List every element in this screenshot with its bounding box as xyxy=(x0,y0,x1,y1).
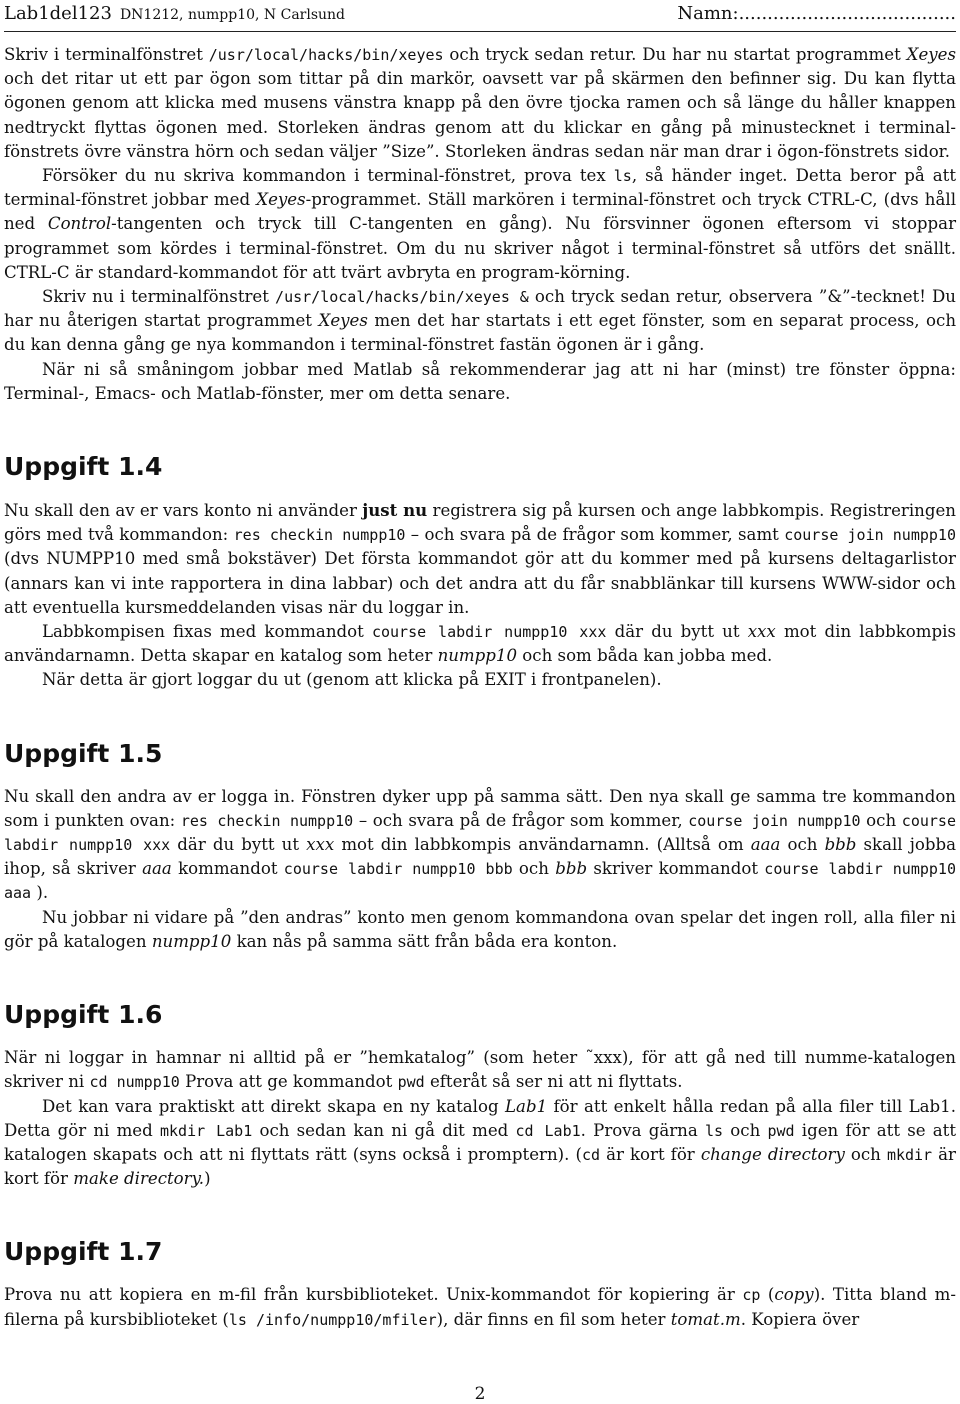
section-title-1-6: Uppgift 1.6 xyxy=(4,1000,163,1030)
intro-paragraph-2: Försöker du nu skriva kommandon i terminal-fönstret, prova tex ls, så händer inget. Detta beror på att terminal-fönstret jobbar med Xeyes-programmet. Ställ markören i terminal-fönstret och tryck CTRL-C, (dvs håll ned Control-tangenten och tryck till C-tangenten en gång). Nu försvinner ögonen eftersom vi stoppar programmet som kördes i terminal-fönstret. Om du nu skriver något i terminal-fönstret så utförs det snällt. CTRL-C är standard-kommandot för att tvärt avbryta en program-körning. xyxy=(4,166,957,282)
course-info: DN1212, numpp10, N Carlsund xyxy=(119,7,346,23)
s15-paragraph-1: Nu skall den andra av er logga in. Fönstren dyker upp på samma sätt. Den nya skall ge samma tre kommandon som i punkten ovan: res checkin numpp10 – och svara på de frågor som kommer, course join numpp10 och course labdir numpp10 xxx där du bytt ut xxx mot din labbkompis användarnamn. (Alltså om aaa och bbb skall jobba ihop, så skriver aaa kommandot course labdir numpp10 bbb och bbb skriver kommandot course labdir numpp10 aaa ). xyxy=(4,786,956,903)
name-field: Namn:...................................... xyxy=(677,3,956,24)
lab-title: Lab1del123 xyxy=(4,3,112,24)
page-number: 2 xyxy=(474,1384,486,1404)
section-title-1-5: Uppgift 1.5 xyxy=(4,738,163,768)
s14-paragraph-2: Labbkompisen fixas med kommandot course labdir numpp10 xxx där du bytt ut xxx mot din labbkompis användarnamn. Detta skapar en katalog som heter numpp10 och som båda kan jobba med. xyxy=(4,622,956,666)
s14-paragraph-3: När detta är gjort loggar du ut (genom att klicka på EXIT i frontpanelen). xyxy=(42,670,662,690)
page-header xyxy=(4,3,956,27)
s16-paragraph-1: När ni loggar in hamnar ni alltid på er ”hemkatalog” (som heter ˜xxx), för att gå ned till numme-katalogen skriver ni cd numpp10 Prova att ge kommandot pwd efteråt så ser ni att ni flyttats. xyxy=(4,1048,956,1092)
s14-paragraph-1: Nu skall den av er vars konto ni använder just nu registrera sig på kursen och ange labbkompis. Registreringen görs med två kommandon: res checkin numpp10 – och svara på de frågor som kommer, samt course join numpp10 (dvs NUMPP10 med små bokstäver) Det första kommandot gör att du kommer med på kursens deltagarlistor (annars kan vi inte rapportera in dina labbar) och det andra att du får snabblänkar till kursens WWW-sidor och att eventuella kursmeddelanden visas när du loggar in. xyxy=(4,500,956,617)
s16-paragraph-2: Det kan vara praktiskt att direkt skapa en ny katalog Lab1 för att enkelt hålla redan på alla filer till Lab1. Detta gör ni med mkdir Lab1 och sedan kan ni gå dit med cd Lab1. Prova gärna ls och pwd igen för att se att katalogen skapats och att ni flyttats rätt (syns också i promptern). (cd är kort för change directory och mkdir är kort för make directory.) xyxy=(4,1096,956,1189)
section-title-1-4: Uppgift 1.4 xyxy=(4,452,163,482)
s17-paragraph-1: Prova nu att kopiera en m-fil från kursbiblioteket. Unix-kommandot för kopiering är cp (copy). Titta bland m-filerna på kursbiblioteket (ls /info/numpp10/mfiler), där finns en fil som heter tomat.m. Kopiera över xyxy=(4,1285,957,1329)
intro-paragraph-4: När ni så småningom jobbar med Matlab så rekommenderar jag att ni har (minst) tre fönster öppna: Terminal-, Emacs- och Matlab-fönster, mer om detta senare. xyxy=(4,359,956,403)
header-left xyxy=(4,3,345,24)
intro-paragraph-3: Skriv nu i terminalfönstret /usr/local/hacks/bin/xeyes & och tryck sedan retur, observera ”&”-tecknet! Du har nu återigen startat programmet Xeyes men det har startats i ett eget fönster, som en separat process, och du kan denna gång ge nya kommandon i terminal-fönstret fastän ögonen är i gång. xyxy=(4,287,957,355)
section-title-1-7: Uppgift 1.7 xyxy=(4,1237,163,1267)
header-rule xyxy=(4,31,956,32)
s15-paragraph-2: Nu jobbar ni vidare på ”den andras” konto men genom kommandona ovan spelar det ingen roll, alla filer ni gör på katalogen numpp10 kan nås på samma sätt från båda era konton. xyxy=(4,907,956,951)
document-body xyxy=(4,43,956,1332)
intro-paragraph-1: Skriv i terminalfönstret /usr/local/hacks/bin/xeyes och tryck sedan retur. Du har nu startat programmet Xeyes och det ritar ut ett par ögon som tittar på din markör, oavsett var på skärmen den befinner sig. Du kan flytta ögonen genom att klicka med musens vänstra knapp på den övre tjocka ramen och så länge du håller knappen nedtryckt flyttas ögonen med. Storleken ändras genom att du klickar en gång på minustecknet i terminal-fönstrets övre vänstra hörn och sedan väljer ”Size”. Storleken ändras sedan när man drar i ögon-fönstrets sidor. xyxy=(4,45,956,161)
